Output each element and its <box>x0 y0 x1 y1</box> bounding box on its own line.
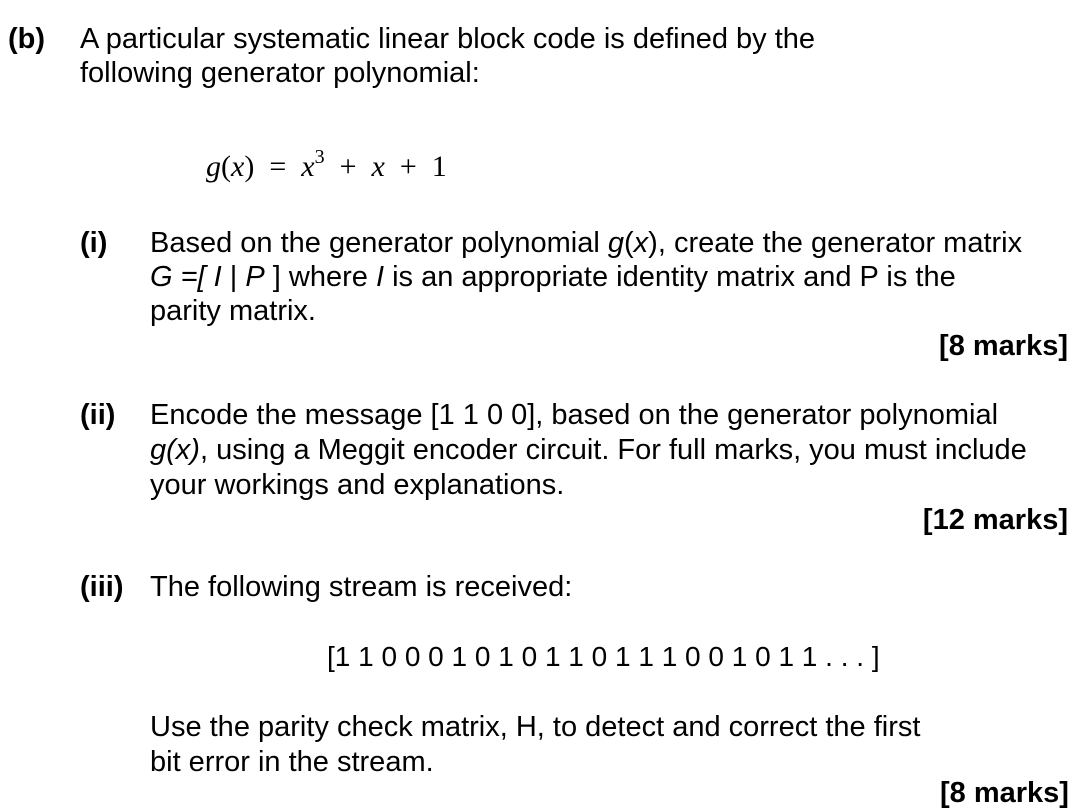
eq-term1-base: x <box>301 150 315 183</box>
eq-term2: x <box>371 150 385 183</box>
part-ii-line1: Encode the message [1 1 0 0], based on the generator polynomial <box>150 399 999 431</box>
part-ii-line3: your workings and explanations. <box>150 469 565 501</box>
part-i-label: (i) <box>80 227 108 259</box>
eq-plus2: + <box>399 150 417 183</box>
eq-term3: 1 <box>431 150 447 183</box>
part-ii-label: (ii) <box>80 399 116 431</box>
received-stream: [1 1 0 0 0 1 0 1 0 1 1 0 1 1 1 0 0 1 0 1 1 . . . ] <box>327 641 880 672</box>
part-iii-line3: bit error in the stream. <box>150 746 434 778</box>
part-iii-marks: [8 marks] <box>940 777 1069 809</box>
eq-fn-g: g <box>206 150 221 183</box>
part-i-marks: [8 marks] <box>939 330 1068 362</box>
eq-term1-exponent: 3 <box>314 146 325 168</box>
part-iii-label: (iii) <box>80 571 124 603</box>
part-b-intro-line2: following generator polynomial: <box>80 57 480 89</box>
eq-var-x: x <box>231 150 245 183</box>
part-i-line3: parity matrix. <box>150 295 316 327</box>
part-iii-line1: The following stream is received: <box>150 571 573 603</box>
part-iii-line2: Use the parity check matrix, H, to detect and correct the first <box>150 711 921 743</box>
generator-polynomial-equation: $g(x) = x^3 + x + 1$ <box>206 146 447 183</box>
part-b-intro-line1: A particular systematic linear block code is defined by the <box>80 23 816 55</box>
eq-equals: = <box>269 150 287 183</box>
part-i-line2: G =[ I | P ] where I is an appropriate identity matrix and P is the <box>150 261 956 293</box>
eq-plus1: + <box>339 150 357 183</box>
part-b-label: (b) <box>8 23 46 55</box>
part-i-line1: Based on the generator polynomial g(x), create the generator matrix <box>150 227 1023 259</box>
part-ii-marks: [12 marks] <box>922 504 1068 536</box>
part-ii-line2: g(x), using a Meggit encoder circuit. For full marks, you must include <box>150 434 1027 466</box>
